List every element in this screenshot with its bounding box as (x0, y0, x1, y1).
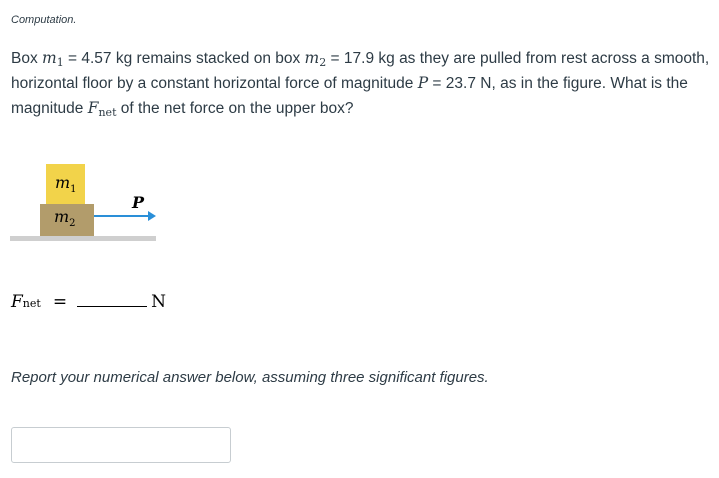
stacked-boxes-figure (0, 150, 170, 250)
question-text-part: = 4.57 kg remains stacked on box (63, 50, 305, 67)
instruction-text: Report your numerical answer below, assuming three significant figures. (11, 369, 489, 386)
answer-input[interactable] (11, 427, 231, 463)
unit-label: N (151, 292, 166, 312)
question-text-part: of the net force on the upper box? (116, 100, 354, 117)
fnet-symbol: Fnet (87, 99, 117, 119)
p-symbol: P (417, 74, 429, 92)
floor (10, 236, 156, 241)
force-label: P (132, 193, 145, 212)
force-arrow-head (148, 211, 156, 221)
upper-box-label: $m_1$ (55, 173, 77, 195)
question-text-part: Box (11, 50, 43, 67)
question-category-label: Computation. (11, 14, 77, 26)
fnet-variable: F (11, 292, 23, 312)
equals-sign: = (52, 292, 68, 312)
answer-equation: F net = N (11, 292, 166, 312)
lower-box-label: $m_2$ (54, 207, 76, 229)
question-text-part: = 23.7 N, as in the figure. What is the magnitude (11, 75, 688, 117)
m2-symbol: m2 (304, 49, 327, 69)
question-text (11, 46, 711, 121)
m1-symbol: m1 (42, 49, 64, 69)
answer-blank (77, 292, 147, 307)
question-text-part: = 17.9 kg as they are pulled from rest across a smooth, horizontal floor by a constant horizontal force of magnitude (11, 50, 710, 92)
